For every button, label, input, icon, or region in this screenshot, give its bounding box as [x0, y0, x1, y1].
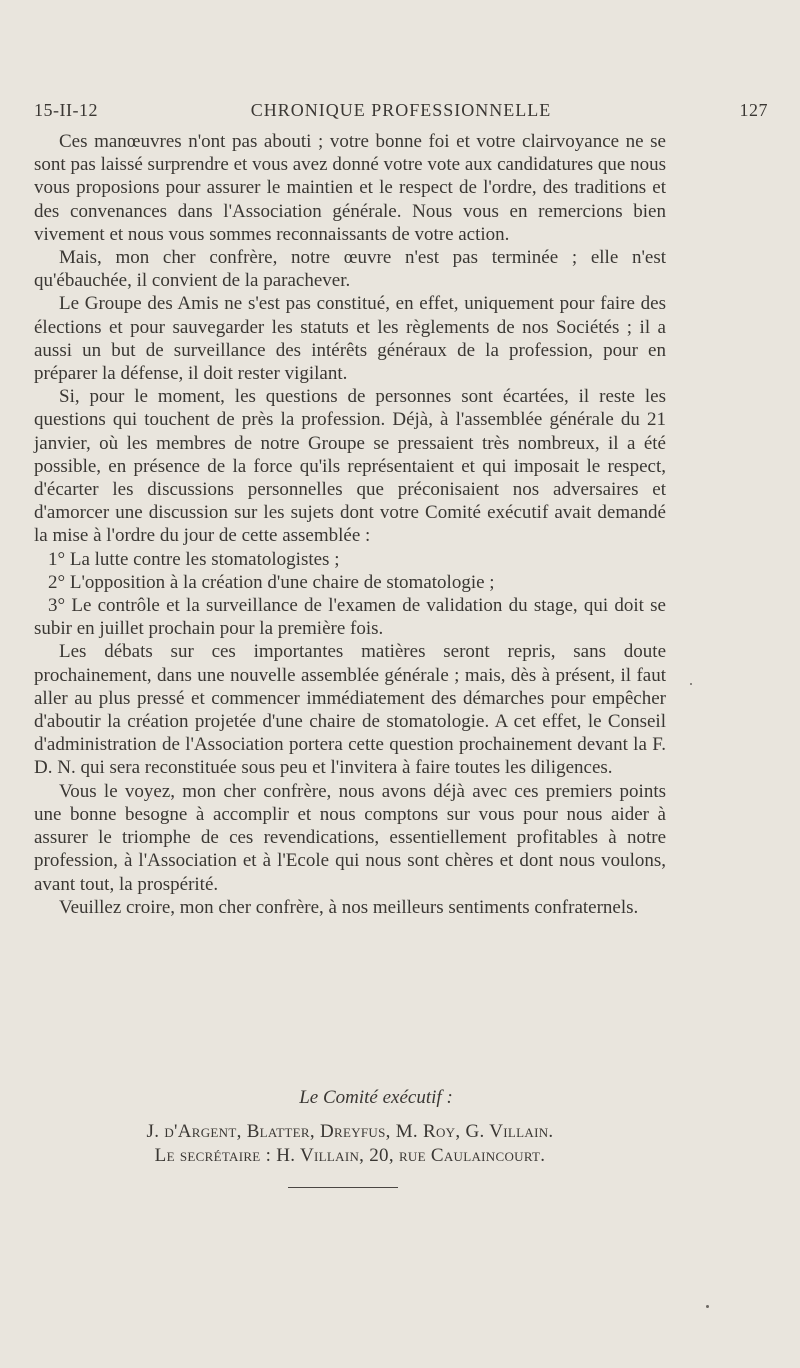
signature-secretary: Le secrétaire : H. Villain, 20, rue Caulaincourt.: [154, 1145, 546, 1166]
paragraph: Mais, mon cher confrère, notre œuvre n'est pas terminée ; elle n'est qu'ébauchée, il convient de la parachever.: [34, 247, 666, 292]
closing-divider: [288, 1187, 398, 1188]
paragraph: Veuillez croire, mon cher confrère, à nos meilleurs sentiments confraternels.: [59, 896, 639, 918]
list-item: 3° Le contrôle et la surveillance de l'examen de validation du stage, qui doit se subir en juillet prochain pour la première fois.: [34, 595, 666, 640]
paragraph: Ces manœuvres n'ont pas abouti ; votre bonne foi et votre clairvoyance ne se sont pas laissé surprendre et vous avez donné votre vote aux candidatures que nous vous proposions pour assurer le maintien et le respect de l'ordre, des traditions et des convenances dans l'Association générale. Nous vous en remercions bien vivement et nous vous sommes reconnaissants de votre action.: [34, 131, 666, 245]
letter-body: [34, 130, 666, 919]
paragraph: Vous le voyez, mon cher confrère, nous avons déjà avec ces premiers points une bonne besogne à accomplir et nous comptons sur vous pour nous aider à assurer le triomphe de ces revendications, essentiellement profitables à notre profession, à l'Association et à l'Ecole qui nous sont chères et dont nous voulons, avant tout, la prospérité.: [34, 780, 666, 895]
paragraph: Si, pour le moment, les questions de personnes sont écartées, il reste les questions qui touchent de près la profession. Déjà, à l'assemblée générale du 21 janvier, où les membres de notre Groupe se pressaient très nombreux, il a été possible, en présence de la force qu'ils représentaient et qui imposait le respect, d'écarter les discussions personnelles que préconisaient nos adversaires et d'amorcer une discussion sur les sujets dont votre Comité exécutif avait demandé la mise à l'ordre du jour de cette assemblée :: [34, 386, 666, 547]
list-item: 1° La lutte contre les stomatologistes ;: [48, 548, 340, 570]
paper-speck: [706, 1305, 709, 1308]
list-item: 2° L'opposition à la création d'une chaire de stomatologie ;: [48, 571, 495, 593]
header-date: 15-II-12: [34, 100, 98, 120]
paragraph: Les débats sur ces importantes matières seront repris, sans doute prochainement, dans une nouvelle assemblée générale ; mais, dès à présent, il faut aller au plus pressé et commencer immédiatement des démarches pour empêcher d'aboutir la création projetée d'une chaire de stomatologie. A cet effet, le Conseil d'administration de l'Association portera cette question prochainement devant la F. D. N. qui sera reconstituée sous peu et l'invitera à faire toutes les diligences.: [34, 641, 666, 779]
signature-names: J. d'Argent, Blatter, Dreyfus, M. Roy, G. Villain.: [146, 1121, 554, 1142]
paper-speck: [690, 683, 692, 685]
running-header: [34, 100, 768, 124]
paragraph: Le Groupe des Amis ne s'est pas constitué, en effet, uniquement pour faire des élections et pour sauvegarder les statuts et les règlements de nos Sociétés ; il a aussi un but de surveillance des intérêts généraux de la profession, pour en préparer la défense, il doit rester vigilant.: [34, 293, 666, 385]
header-title: CHRONIQUE PROFESSIONNELLE: [250, 100, 552, 120]
signature-committee: Le Comité exécutif :: [299, 1087, 453, 1108]
page-number: 127: [739, 100, 768, 120]
